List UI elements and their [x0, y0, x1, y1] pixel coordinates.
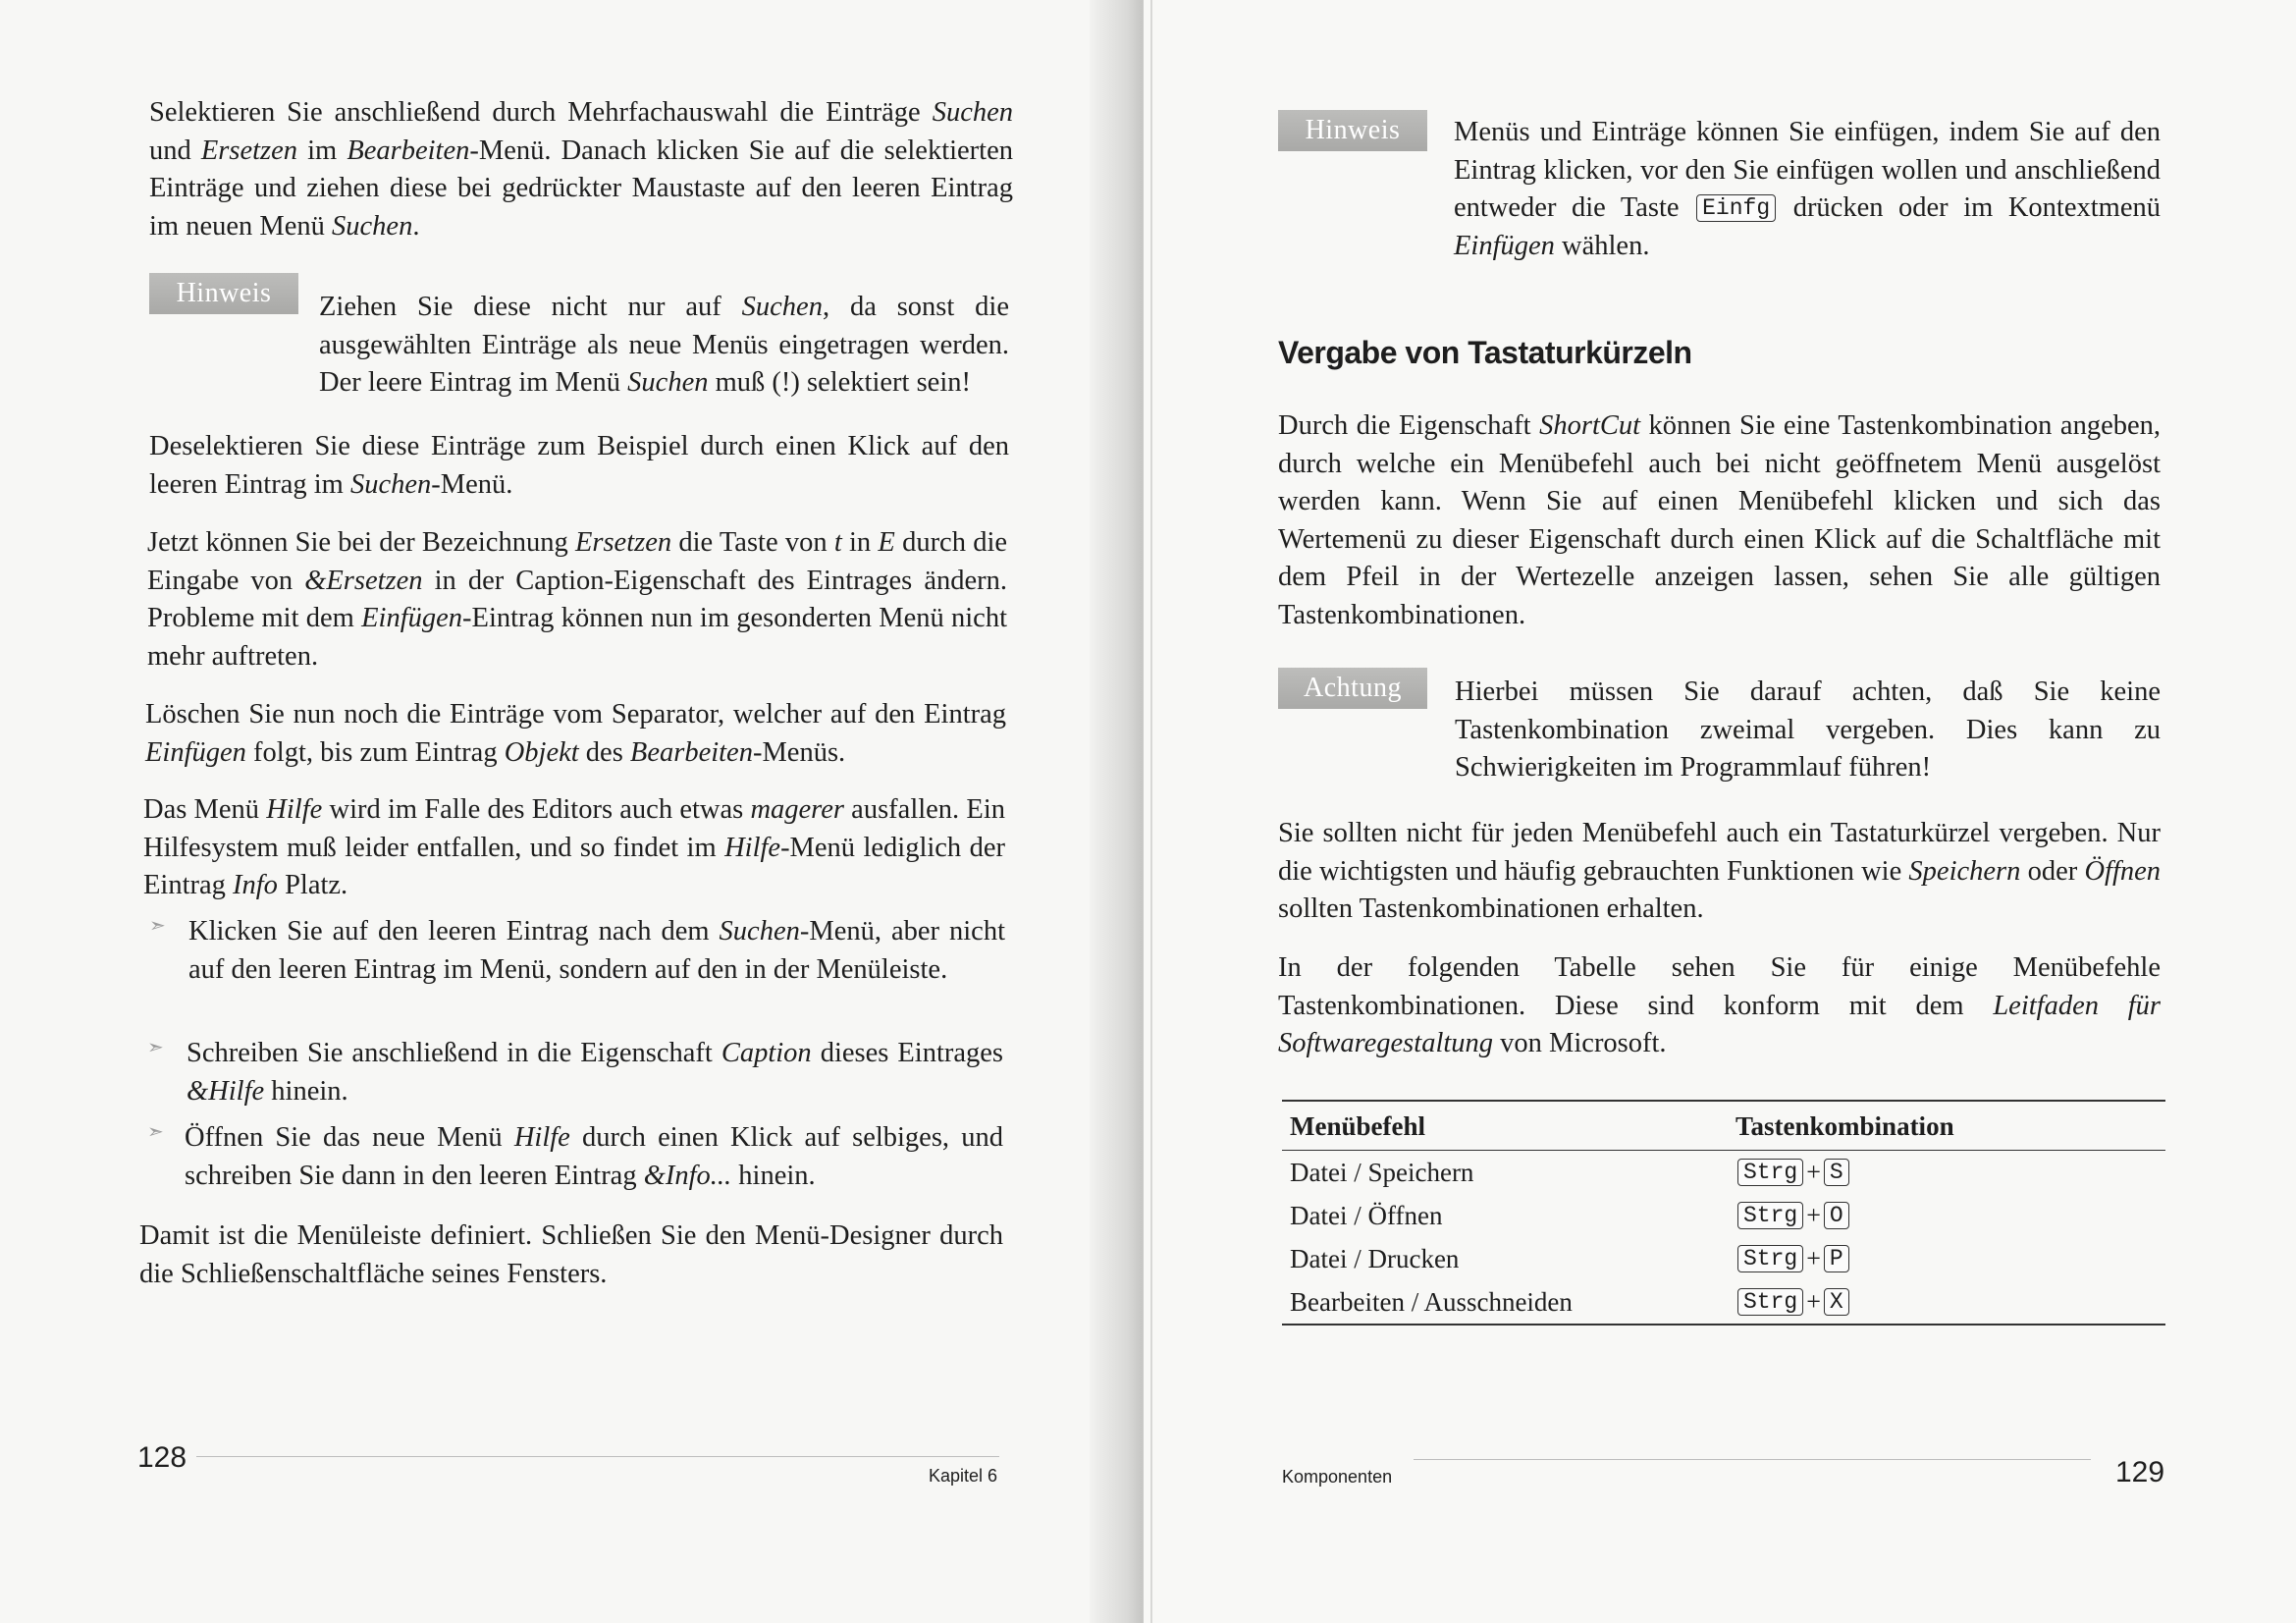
emphasis: &Ersetzen: [304, 565, 423, 596]
emphasis: Info: [233, 870, 278, 900]
emphasis: E: [878, 527, 895, 558]
emphasis: t: [833, 527, 842, 558]
paragraph: Deselektieren Sie diese Einträge zum Beispiel durch einen Klick auf den leeren Eintrag im Suchen-Menü.: [149, 431, 1009, 500]
warning-text: Hierbei müssen Sie darauf achten, daß Sie keine Tastenkombination zweimal vergeben. Dies kann zu Schwierigkeiten im Programmlauf führen!: [1455, 676, 2161, 783]
arrow-bullet-icon: ➣: [149, 913, 166, 937]
emphasis: Leitfaden für Softwaregestaltung: [1278, 990, 2161, 1058]
emphasis: magerer: [750, 794, 844, 825]
keycap-s: S: [1824, 1159, 1849, 1186]
emphasis: Suchen: [741, 292, 823, 322]
hint-text: Ziehen Sie diese nicht nur auf Suchen, da sonst die ausgewählten Einträge als neue Menüs eingetragen werden. Der leere Eintrag im Menü Suchen muß (!) selektiert sein!: [319, 292, 1009, 398]
keycap-x: X: [1824, 1288, 1849, 1316]
menu-command-cell: Datei / Drucken: [1290, 1243, 1460, 1273]
paragraph: Selektieren Sie anschließend durch Mehrfachauswahl die Einträge Suchen und Ersetzen im Bearbeiten-Menü. Danach klicken Sie auf die selektierten Einträge und ziehen diese bei gedrückter Maustaste auf den leeren Eintrag im neuen Menü Suchen.: [149, 97, 1013, 242]
plus-sign: +: [1806, 1244, 1821, 1272]
column-header-shortcut: Tastenkombination: [1728, 1101, 2165, 1151]
keycap-p: P: [1824, 1245, 1849, 1272]
emphasis: Bearbeiten: [347, 135, 470, 166]
list-item: Öffnen Sie das neue Menü Hilfe durch einen Klick auf selbiges, und schreiben Sie dann in den leeren Eintrag &Info... hinein.: [185, 1122, 1003, 1191]
arrow-bullet-icon: ➣: [147, 1119, 164, 1143]
keycap-strg: Strg: [1737, 1159, 1803, 1186]
emphasis: Suchen: [932, 97, 1013, 128]
emphasis: Objekt: [504, 736, 579, 768]
shortcut-cell: [1728, 1194, 2165, 1237]
hint-marker: Hinweis: [1278, 110, 1427, 151]
emphasis: Suchen: [332, 210, 413, 242]
emphasis: Einfügen: [361, 603, 463, 633]
emphasis: Hilfe: [513, 1122, 570, 1153]
keycap-o: O: [1824, 1202, 1849, 1229]
page-edge: [1150, 0, 1152, 1623]
keycap-einfg: Einfg: [1696, 194, 1776, 222]
section-heading: Vergabe von Tastaturkürzeln: [1278, 335, 1692, 370]
table-body: [1282, 1151, 2165, 1325]
shortcut-table: [1282, 1100, 2165, 1325]
menu-command-cell: Datei / Speichern: [1290, 1157, 1474, 1187]
table-row: [1282, 1237, 2165, 1280]
shortcut-cell: [1728, 1151, 2165, 1195]
footer-rule: [196, 1456, 999, 1457]
keycap-strg: Strg: [1737, 1288, 1803, 1316]
menu-command-cell: Bearbeiten / Ausschneiden: [1290, 1286, 1573, 1317]
emphasis: Caption: [721, 1038, 812, 1068]
list-item: Schreiben Sie anschließend in die Eigenschaft Caption dieses Eintrages &Hilfe hinein.: [187, 1038, 1003, 1107]
list-item: Klicken Sie auf den leeren Eintrag nach dem Suchen-Menü, aber nicht auf den leeren Eintrag im Menü, sondern auf den in der Menüleiste.: [188, 916, 1005, 985]
emphasis: Einfügen: [1454, 230, 1555, 261]
chapter-label: Komponenten: [1282, 1467, 1393, 1487]
plus-sign: +: [1806, 1201, 1821, 1229]
keycap-strg: Strg: [1737, 1245, 1803, 1272]
emphasis: &Hilfe: [187, 1075, 265, 1107]
shortcut-cell: [1728, 1237, 2165, 1280]
emphasis: Öffnen: [2084, 855, 2162, 887]
plus-sign: +: [1806, 1287, 1821, 1316]
emphasis: Einfügen: [145, 736, 246, 768]
emphasis: &Info...: [643, 1160, 732, 1191]
paragraph: In der folgenden Tabelle sehen Sie für einige Menübefehle Tastenkombinationen. Diese sind konform mit dem Leitfaden für Softwaregestaltung von Microsoft.: [1278, 952, 2161, 1058]
table-row: [1282, 1151, 2165, 1195]
arrow-bullet-icon: ➣: [147, 1035, 164, 1058]
column-header-command: Menübefehl: [1282, 1101, 1728, 1151]
paragraph: Löschen Sie nun noch die Einträge vom Separator, welcher auf den Eintrag Einfügen folgt, bis zum Eintrag Objekt des Bearbeiten-Menüs.: [145, 699, 1006, 768]
page-number: 129: [2115, 1456, 2165, 1488]
hint-marker: Hinweis: [149, 273, 298, 314]
emphasis: Suchen: [627, 367, 709, 398]
menu-command-cell: Datei / Öffnen: [1290, 1200, 1443, 1230]
paragraph: Das Menü Hilfe wird im Falle des Editors auch etwas magerer ausfallen. Ein Hilfesystem muß leider entfallen, und so findet im Hilfe-Menü lediglich der Eintrag Info Platz.: [143, 794, 1005, 900]
emphasis: Ersetzen: [200, 135, 298, 166]
table-row: [1282, 1194, 2165, 1237]
emphasis: ShortCut: [1539, 410, 1641, 441]
keycap-strg: Strg: [1737, 1202, 1803, 1229]
emphasis: Hilfe: [724, 832, 781, 863]
emphasis: Hilfe: [266, 794, 323, 825]
paragraph: Durch die Eigenschaft ShortCut können Sie eine Tastenkombination angeben, durch welche ein Menübefehl auch bei nicht geöffnetem Menü ausgelöst werden kann. Wenn Sie auf einen Menübefehl klicken und sich das Wertemenü zu dieser Eigenschaft durch einen Klick auf die Schaltfläche mit dem Pfeil in der Wertezelle anzeigen lassen, sehen Sie alle gültigen Tastenkombinationen.: [1278, 410, 2161, 630]
table-row: [1282, 1280, 2165, 1325]
chapter-label: Kapitel 6: [929, 1466, 998, 1486]
footer-rule: [1414, 1459, 2091, 1460]
emphasis: Bearbeiten: [629, 736, 753, 768]
paragraph: Damit ist die Menüleiste definiert. Schließen Sie den Menü-Designer durch die Schließenschaltfläche seines Fensters.: [139, 1220, 1003, 1289]
paragraph: Sie sollten nicht für jeden Menübefehl auch ein Tastaturkürzel vergeben. Nur die wichtigsten und häufig gebrauchten Funktionen wie Speichern oder Öffnen sollten Tastenkombinationen erhalten.: [1278, 818, 2162, 924]
page-number: 128: [137, 1441, 187, 1474]
emphasis: Speichern: [1908, 855, 2021, 887]
emphasis: Ersetzen: [574, 527, 672, 558]
table-header-row: [1282, 1101, 2165, 1151]
emphasis: Suchen: [719, 916, 800, 947]
plus-sign: +: [1806, 1158, 1821, 1186]
warning-marker: Achtung: [1278, 668, 1427, 709]
emphasis: Suchen: [349, 468, 432, 500]
hint-text: Menüs und Einträge können Sie einfügen, indem Sie auf den Eintrag klicken, vor den Sie einfügen wollen und anschließend entweder die Taste Einfg drücken oder im Kontextmenü Einfügen wählen.: [1454, 117, 2161, 261]
paragraph: Jetzt können Sie bei der Bezeichnung Ersetzen die Taste von t in E durch die Eingabe von &Ersetzen in der Caption-Eigenschaft des Eintrages ändern. Probleme mit dem Einfügen-Eintrag können nun im gesonderten Menü nicht mehr auftreten.: [147, 527, 1008, 672]
shortcut-cell: [1728, 1280, 2165, 1325]
